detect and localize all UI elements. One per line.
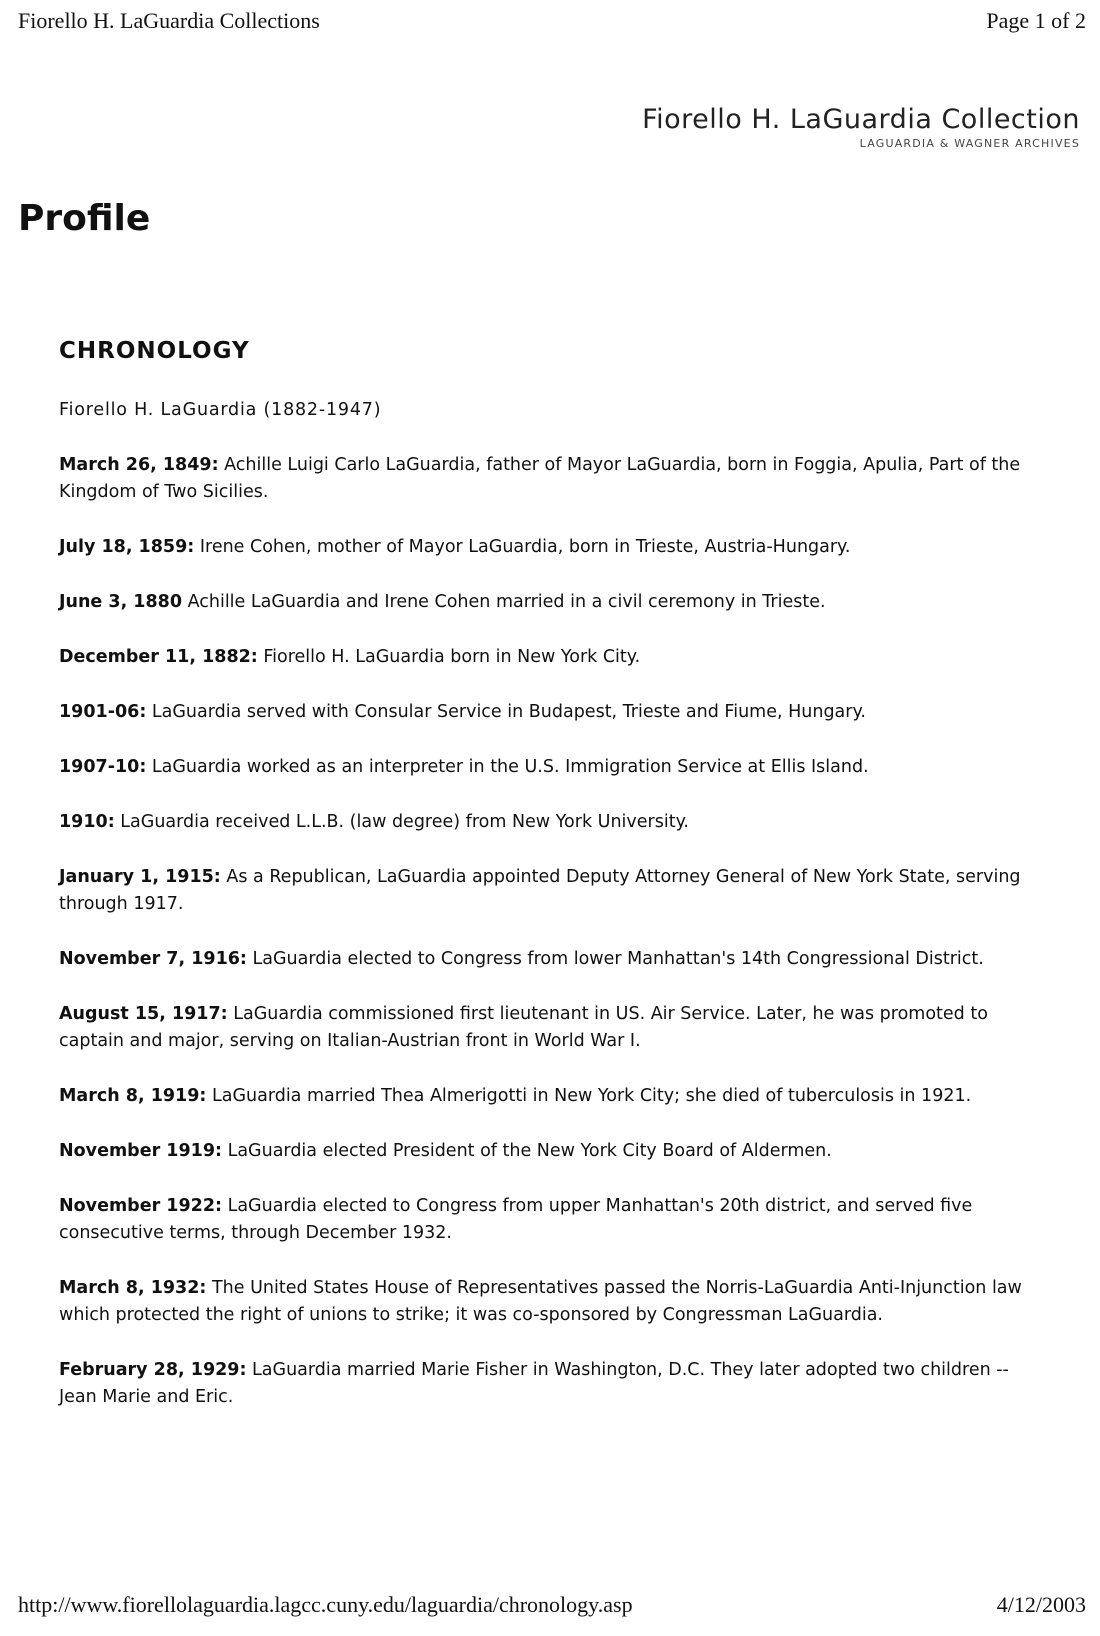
section-heading: CHRONOLOGY	[59, 338, 250, 364]
entry-text: LaGuardia commissioned first lieutenant in US. Air Service. Later, he was promoted to captain and major, serving on Italian-Austrian front in World War I.	[59, 1004, 988, 1051]
entry-date: November 7, 1916:	[59, 949, 247, 969]
print-footer-url: http://www.fiorellolaguardia.lagcc.cuny.edu/laguardia/chronology.asp	[18, 1592, 633, 1617]
entry-text: LaGuardia elected to Congress from lower Manhattan's 14th Congressional District.	[246, 949, 984, 969]
entry-date: November 1919:	[59, 1141, 223, 1161]
entry-date: 1910:	[59, 812, 115, 832]
entry-date: July 18, 1859:	[59, 537, 195, 557]
entry-date: January 1, 1915:	[59, 867, 221, 887]
brand-title: Fiorello H. LaGuardia Collection	[642, 104, 1080, 135]
entry-text: As a Republican, LaGuardia appointed Deputy Attorney General of New York State, serving through 1917.	[59, 867, 1021, 914]
chronology-entry	[59, 589, 1049, 616]
chronology-entry	[59, 754, 1049, 781]
chronology-entry	[59, 1193, 1049, 1247]
chronology-entry	[59, 864, 1049, 918]
entry-date: November 1922:	[59, 1196, 223, 1216]
entry-date: March 26, 1849:	[59, 455, 219, 475]
page-title: Profile	[18, 198, 151, 239]
entry-text: Achille Luigi Carlo LaGuardia, father of Mayor LaGuardia, born in Foggia, Apulia, Part of the Kingdom of Two Sicilies.	[59, 455, 1021, 502]
entry-date: December 11, 1882:	[59, 647, 258, 667]
site-brand	[642, 104, 1080, 150]
entry-date: August 15, 1917:	[59, 1004, 228, 1024]
entry-date: June 3, 1880	[59, 592, 183, 612]
entry-date: 1901-06:	[59, 702, 147, 722]
entry-text: Achille LaGuardia and Irene Cohen married in a civil ceremony in Trieste.	[182, 592, 826, 612]
chronology-entry	[59, 1083, 1049, 1110]
entry-text: The United States House of Representatives passed the Norris-LaGuardia Anti-Injunction law which protected the right of unions to strike; it was co-sponsored by Congressman LaGuardia.	[59, 1278, 1022, 1325]
chronology-entry	[59, 1275, 1049, 1329]
print-footer-date: 4/12/2003	[996, 1592, 1086, 1617]
entry-text: LaGuardia elected President of the New York City Board of Aldermen.	[222, 1141, 832, 1161]
chronology-entry	[59, 699, 1049, 726]
brand-subtitle: LAGUARDIA & WAGNER ARCHIVES	[859, 137, 1080, 150]
chronology-entry	[59, 1357, 1049, 1411]
chronology-entry	[59, 946, 1049, 973]
entry-text: LaGuardia worked as an interpreter in the U.S. Immigration Service at Ellis Island.	[146, 757, 869, 777]
chronology-entry	[59, 1001, 1049, 1055]
entry-date: March 8, 1919:	[59, 1086, 207, 1106]
chronology-entry	[59, 644, 1049, 671]
chronology-entry	[59, 534, 1049, 561]
entry-date: February 28, 1929:	[59, 1360, 247, 1380]
entry-text: Fiorello H. LaGuardia born in New York City.	[257, 647, 641, 667]
print-header-title: Fiorello H. LaGuardia Collections	[18, 8, 320, 33]
entry-text: LaGuardia served with Consular Service in Budapest, Trieste and Fiume, Hungary.	[146, 702, 866, 722]
chronology-entry	[59, 452, 1049, 506]
entry-date: 1907-10:	[59, 757, 147, 777]
entry-date: March 8, 1932:	[59, 1278, 207, 1298]
chronology-entry	[59, 809, 1049, 836]
subject-line: Fiorello H. LaGuardia (1882-1947)	[59, 400, 382, 420]
print-page-number: Page 1 of 2	[986, 8, 1086, 33]
entry-text: LaGuardia married Marie Fisher in Washington, D.C. They later adopted two children -- Jean Marie and Eric.	[59, 1360, 1009, 1407]
chronology-entry	[59, 1138, 1049, 1165]
entry-text: LaGuardia married Thea Almerigotti in New York City; she died of tuberculosis in 1921.	[206, 1086, 972, 1106]
entry-text: Irene Cohen, mother of Mayor LaGuardia, born in Trieste, Austria-Hungary.	[194, 537, 851, 557]
entry-text: LaGuardia received L.L.B. (law degree) from New York University.	[114, 812, 689, 832]
entry-text: LaGuardia elected to Congress from upper Manhattan's 20th district, and served five consecutive terms, through December 1932.	[59, 1196, 973, 1243]
chronology-list	[59, 452, 1049, 1439]
